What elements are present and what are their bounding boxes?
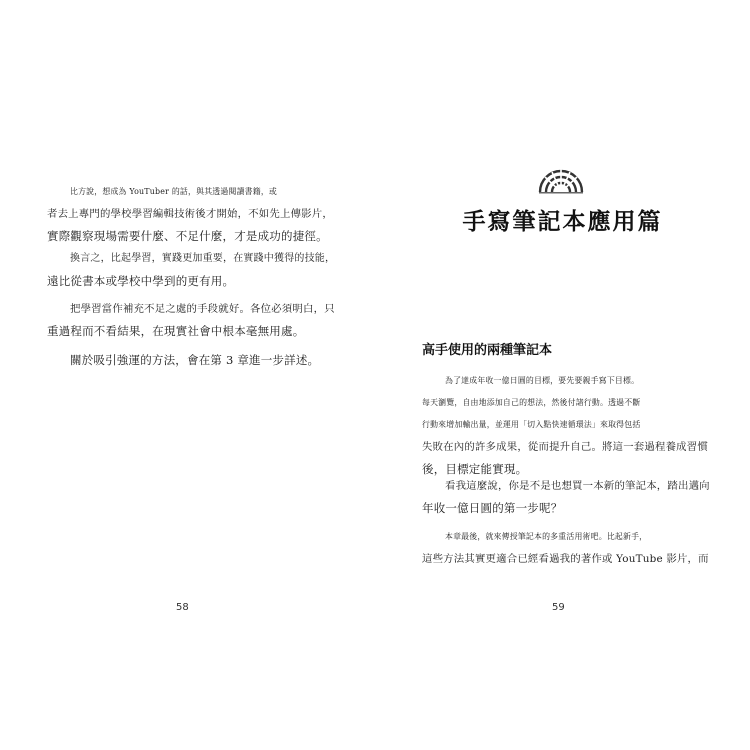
text-line: 失敗在內的許多成果，從而提升自己。將這一套過程養成習慣 xyxy=(422,441,708,453)
page-number: 58 xyxy=(176,602,189,613)
body-paragraph xyxy=(47,298,335,342)
page-number: 59 xyxy=(552,602,565,613)
text-line: 者去上專門的學校學習編輯技術後才開始，不如先上傳影片， xyxy=(47,208,333,220)
text-line: 遠比從書本或學校中學到的更有用。 xyxy=(47,274,235,288)
body-paragraph xyxy=(47,181,333,247)
text-line: 每天瀏覽，自由地添加自己的想法，然後付諸行動。透過不斷 xyxy=(422,398,641,407)
section-heading: 高手使用的兩種筆記本 xyxy=(422,343,553,358)
text-line: 為了達成年收一億日圓的目標，要先要親手寫下目標。 xyxy=(445,376,640,385)
text-line: 實際觀察現場需要什麼、不足什麼，才是成功的捷徑。 xyxy=(47,229,328,243)
text-line: 比方說，想成為 YouTuber 的話，與其透過閱讀書籍，或 xyxy=(70,187,278,196)
text-line: 後，目標定能實現。 xyxy=(422,462,528,476)
text-line: 行動來增加輸出量，並運用「切入點快速循環法」來取得包括 xyxy=(422,420,641,429)
body-paragraph xyxy=(47,248,335,292)
chapter-title: 手寫筆記本應用篇 xyxy=(462,209,663,235)
text-line: 重過程而不看結果，在現實社會中根本毫無用處。 xyxy=(47,324,305,338)
right-page xyxy=(375,0,750,750)
text-line: 本章最後，就來傳授筆記本的多重活用術吧。比起新手， xyxy=(445,532,648,541)
body-paragraph xyxy=(422,370,708,480)
text-line: 年收一億日圓的第一步呢？ xyxy=(422,501,563,515)
body-paragraph xyxy=(422,475,710,519)
text-line: 關於吸引強運的方法，會在第 3 章進一步詳述。 xyxy=(70,353,320,367)
text-line: 把學習當作補充不足之處的手段就好。各位必須明白，只 xyxy=(70,303,335,315)
text-line: 看我這麼說，你是不是也想買一本新的筆記本，踏出邁向 xyxy=(445,480,710,492)
body-paragraph xyxy=(422,526,709,570)
fan-arch-icon xyxy=(538,164,584,194)
body-paragraph xyxy=(47,349,319,371)
text-line: 換言之，比起學習，實踐更加重要，在實踐中獲得的技能， xyxy=(70,253,336,264)
text-line: 這些方法其實更適合已經看過我的著作或 YouTube 影片，而 xyxy=(422,553,709,565)
